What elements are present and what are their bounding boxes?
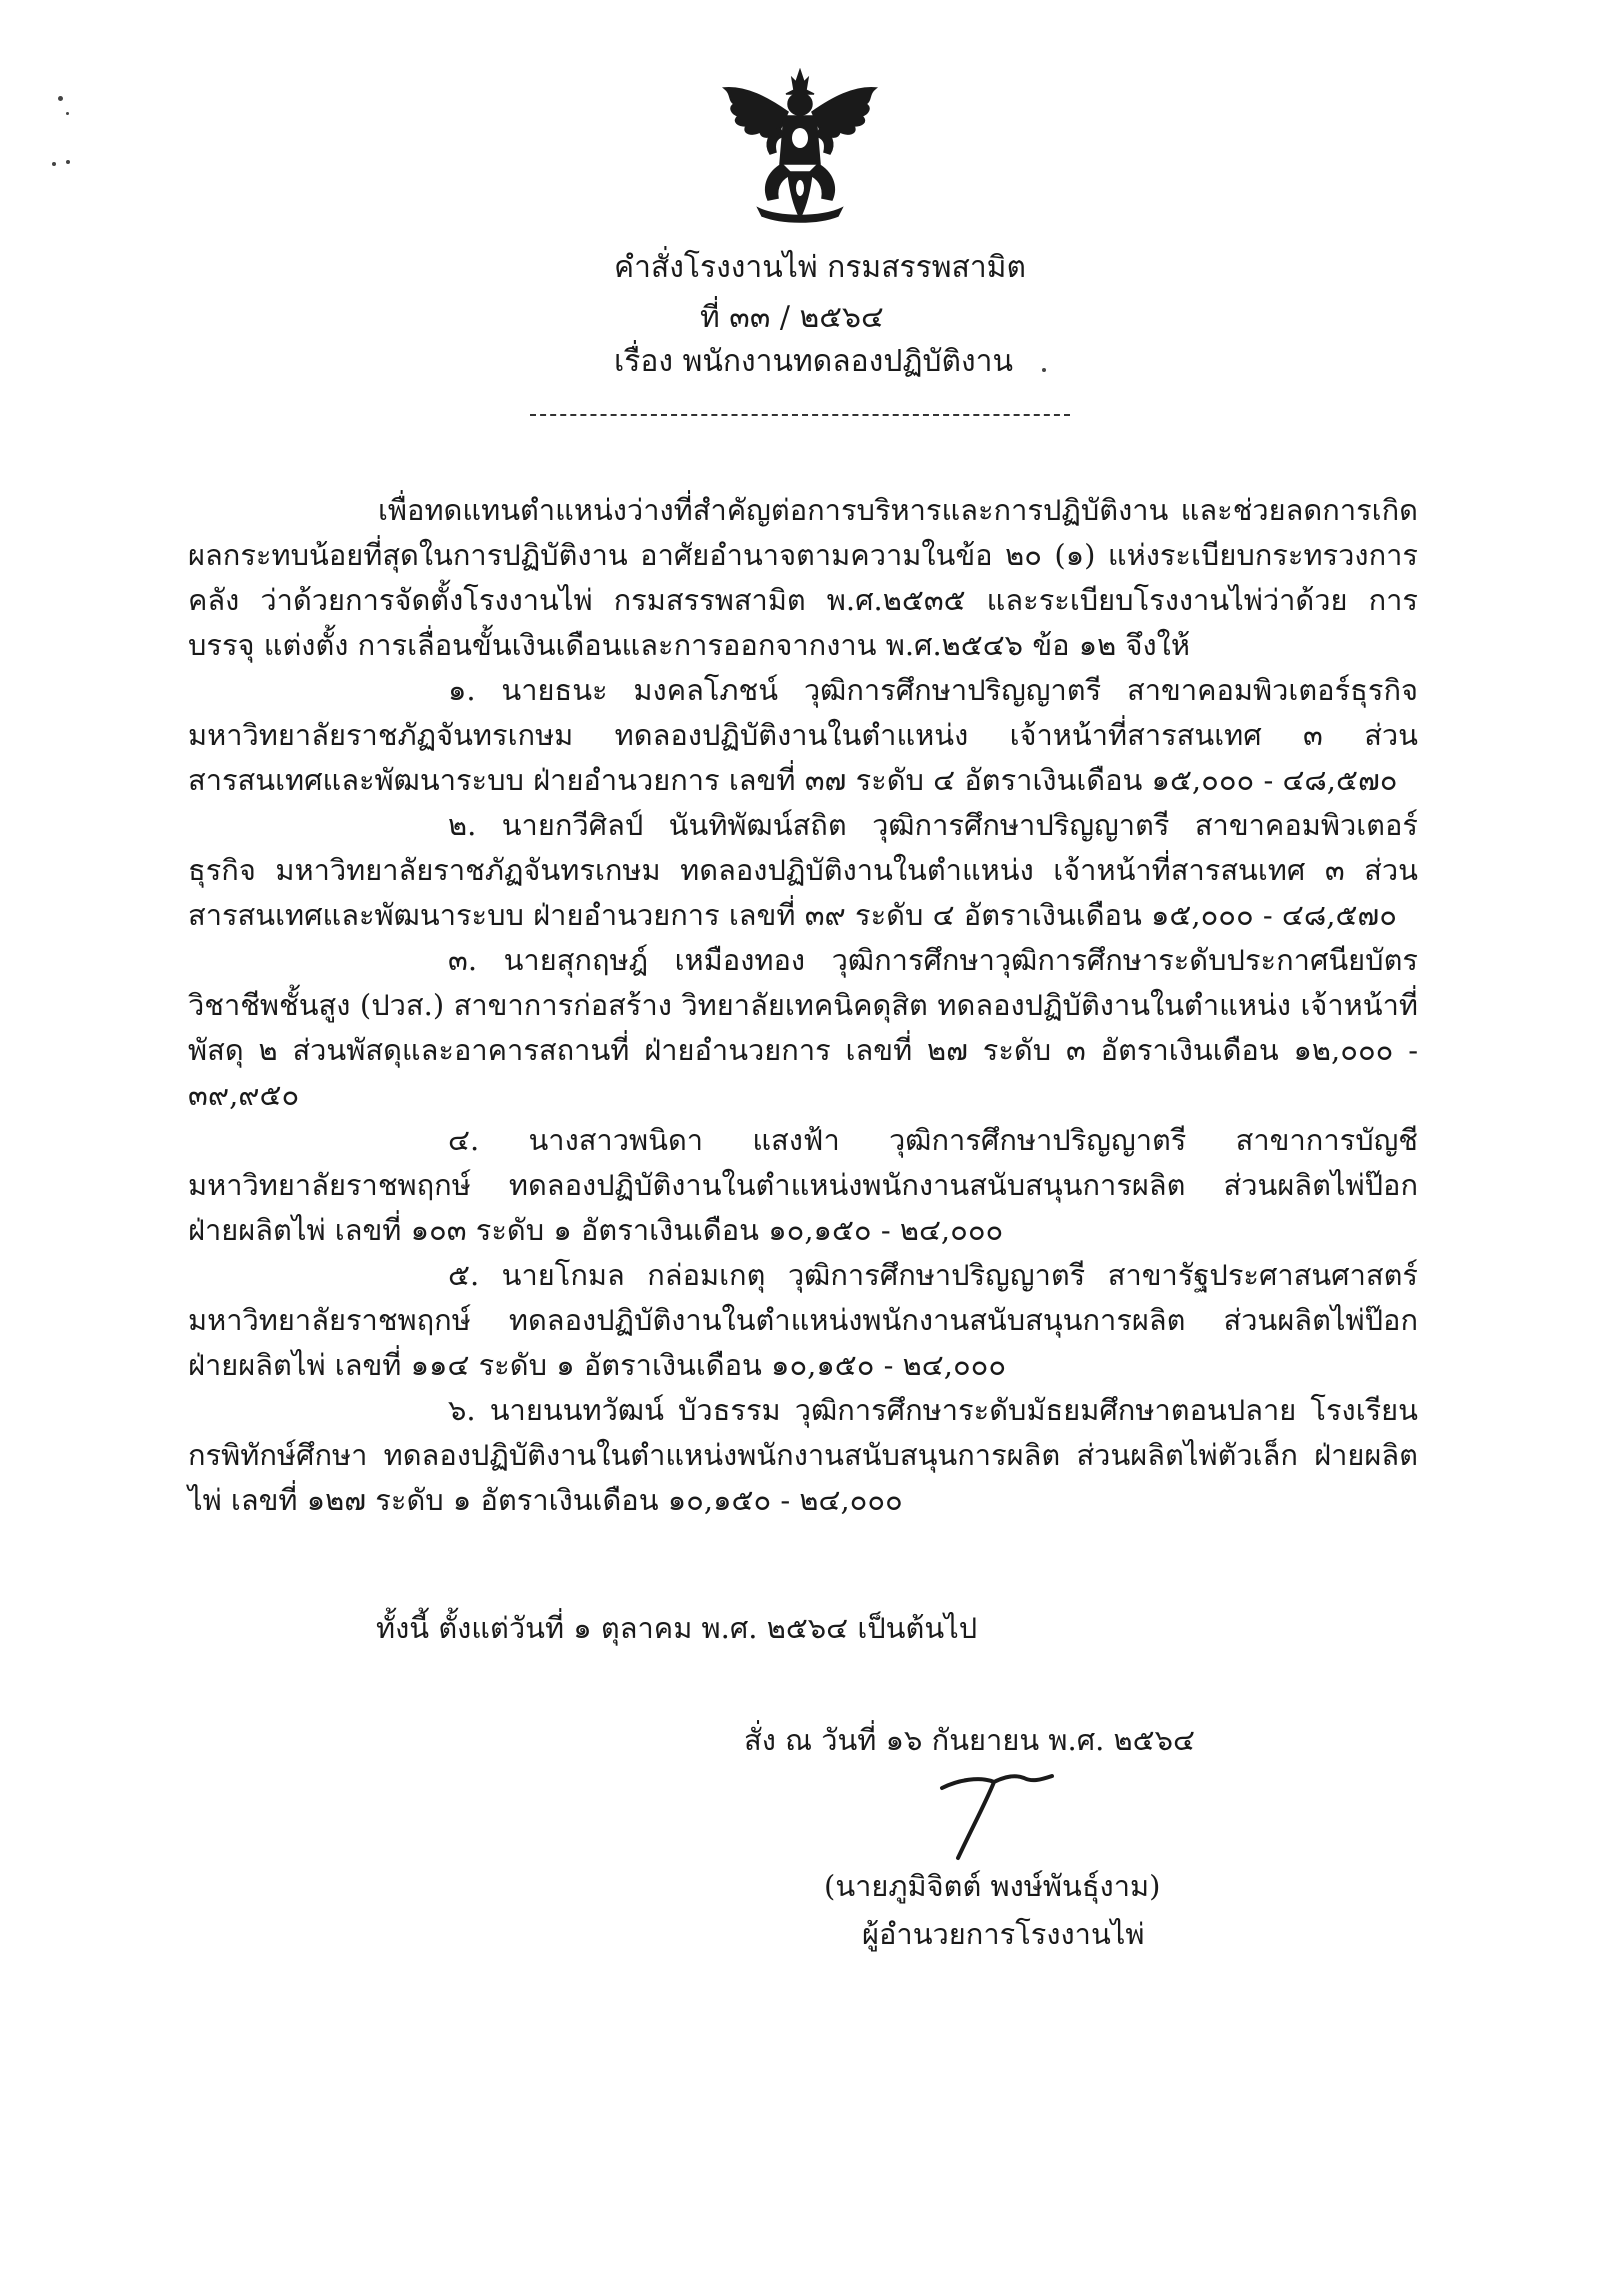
list-item: ๔. นางสาวพนิดา แสงฟ้า วุฒิการศึกษาปริญญาตรี สาขาการบัญชี มหาวิทยาลัยราชพฤกษ์ ทดลองปฏิบัติงานในตำแหน่งพนักงานสนับสนุนการผลิต ส่วนผลิตไพ่ป๊อก ฝ่ายผลิตไพ่ เลขที่ ๑๐๓ ระดับ ๑ อัตราเงินเดือน ๑๐,๑๕๐ - ๒๔,๐๐๐ bbox=[188, 1123, 1418, 1247]
scan-speck bbox=[66, 160, 70, 164]
order-subject: เรื่อง พนักงานทดลองปฏิบัติงาน bbox=[614, 344, 1014, 379]
effective-date: ทั้งนี้ ตั้งแต่วันที่ ๑ ตุลาคม พ.ศ. ๒๕๖๔ เป็นต้นไป bbox=[376, 1611, 978, 1645]
list-item: ๑. นายธนะ มงคลโภชน์ วุฒิการศึกษาปริญญาตรี สาขาคอมพิวเตอร์ธุรกิจ มหาวิทยาลัยราชภัฏจันทรเกษม ทดลองปฏิบัติงานในตำแหน่ง เจ้าหน้าที่สารสนเทศ ๓ ส่วนสารสนเทศและพัฒนาระบบ ฝ่ายอำนวยการ เลขที่ ๓๗ ระดับ ๔ อัตราเงินเดือน ๑๕,๐๐๐ - ๔๘,๕๗๐ bbox=[188, 673, 1418, 797]
intro-paragraph: เพื่อทดแทนตำแหน่งว่างที่สำคัญต่อการบริหารและการปฏิบัติงาน และช่วยลดการเกิดผลกระทบน้อยที่สุดในการปฏิบัติงาน อาศัยอำนาจตามความในข้อ ๒๐ (๑) แห่งระเบียบกระทรวงการคลัง ว่าด้วยการจัดตั้งโรงงานไพ่ กรมสรรพสามิต พ.ศ.๒๕๓๕ และระเบียบโรงงานไพ่ว่าด้วย การบรรจุ แต่งตั้ง การเลื่อนขั้นเงินเดือนและการออกจากงาน พ.ศ.๒๕๔๖ ข้อ ๑๒ จึงให้ bbox=[188, 493, 1418, 662]
garuda-emblem-icon bbox=[718, 68, 882, 228]
list-item: ๖. นายนนทวัฒน์ บัวธรรม วุฒิการศึกษาระดับมัธยมศึกษาตอนปลาย โรงเรียนกรพิทักษ์ศึกษา ทดลองปฏิบัติงานในตำแหน่งพนักงานสนับสนุนการผลิต ส่วนผลิตไพ่ตัวเล็ก ฝ่ายผลิตไพ่ เลขที่ ๑๒๗ ระดับ ๑ อัตราเงินเดือน ๑๐,๑๕๐ - ๒๔,๐๐๐ bbox=[188, 1393, 1418, 1517]
signer-title: ผู้อำนวยการโรงงานไพ่ bbox=[862, 1917, 1145, 1951]
header-divider bbox=[530, 414, 1070, 416]
handwritten-signature bbox=[928, 1758, 1088, 1868]
list-item: ๕. นายโกมล กล่อมเกตุ วุฒิการศึกษาปริญญาตรี สาขารัฐประศาสนศาสตร์ มหาวิทยาลัยราชพฤกษ์ ทดลองปฏิบัติงานในตำแหน่งพนักงานสนับสนุนการผลิต ส่วนผลิตไพ่ป๊อก ฝ่ายผลิตไพ่ เลขที่ ๑๑๔ ระดับ ๑ อัตราเงินเดือน ๑๐,๑๕๐ - ๒๔,๐๐๐ bbox=[188, 1258, 1418, 1382]
signer-name: (นายภูมิจิตต์ พงษ์พันธุ์งาม) bbox=[824, 1869, 1161, 1903]
order-body bbox=[188, 488, 1418, 1523]
scan-speck bbox=[58, 96, 63, 101]
order-title: คำสั่งโรงงานไพ่ กรมสรรพสามิต bbox=[614, 250, 1026, 285]
list-item: ๓. นายสุกฤษฎ์ เหมืองทอง วุฒิการศึกษาวุฒิการศึกษาระดับประกาศนียบัตรวิชาชีพชั้นสูง (ปวส.) สาขาการก่อสร้าง วิทยาลัยเทคนิคดุสิต ทดลองปฏิบัติงานในตำแหน่ง เจ้าหน้าที่พัสดุ ๒ ส่วนพัสดุและอาคารสถานที่ ฝ่ายอำนวยการ เลขที่ ๒๗ ระดับ ๓ อัตราเงินเดือน ๑๒,๐๐๐ - ๓๙,๙๕๐ bbox=[188, 943, 1418, 1112]
scan-speck bbox=[52, 162, 56, 166]
scan-speck bbox=[66, 112, 69, 115]
order-number: ที่ ๓๓ / ๒๕๖๔ bbox=[700, 300, 884, 335]
list-item: ๒. นายกวีศิลป์ นันทิพัฒน์สถิต วุฒิการศึกษาปริญญาตรี สาขาคอมพิวเตอร์ธุรกิจ มหาวิทยาลัยราชภัฏจันทรเกษม ทดลองปฏิบัติงานในตำแหน่ง เจ้าหน้าที่สารสนเทศ ๓ ส่วนสารสนเทศและพัฒนาระบบ ฝ่ายอำนวยการ เลขที่ ๓๙ ระดับ ๔ อัตราเงินเดือน ๑๕,๐๐๐ - ๔๘,๕๗๐ bbox=[188, 808, 1418, 932]
scan-speck bbox=[1042, 368, 1046, 372]
issued-date: สั่ง ณ วันที่ ๑๖ กันยายน พ.ศ. ๒๕๖๔ bbox=[744, 1723, 1195, 1757]
